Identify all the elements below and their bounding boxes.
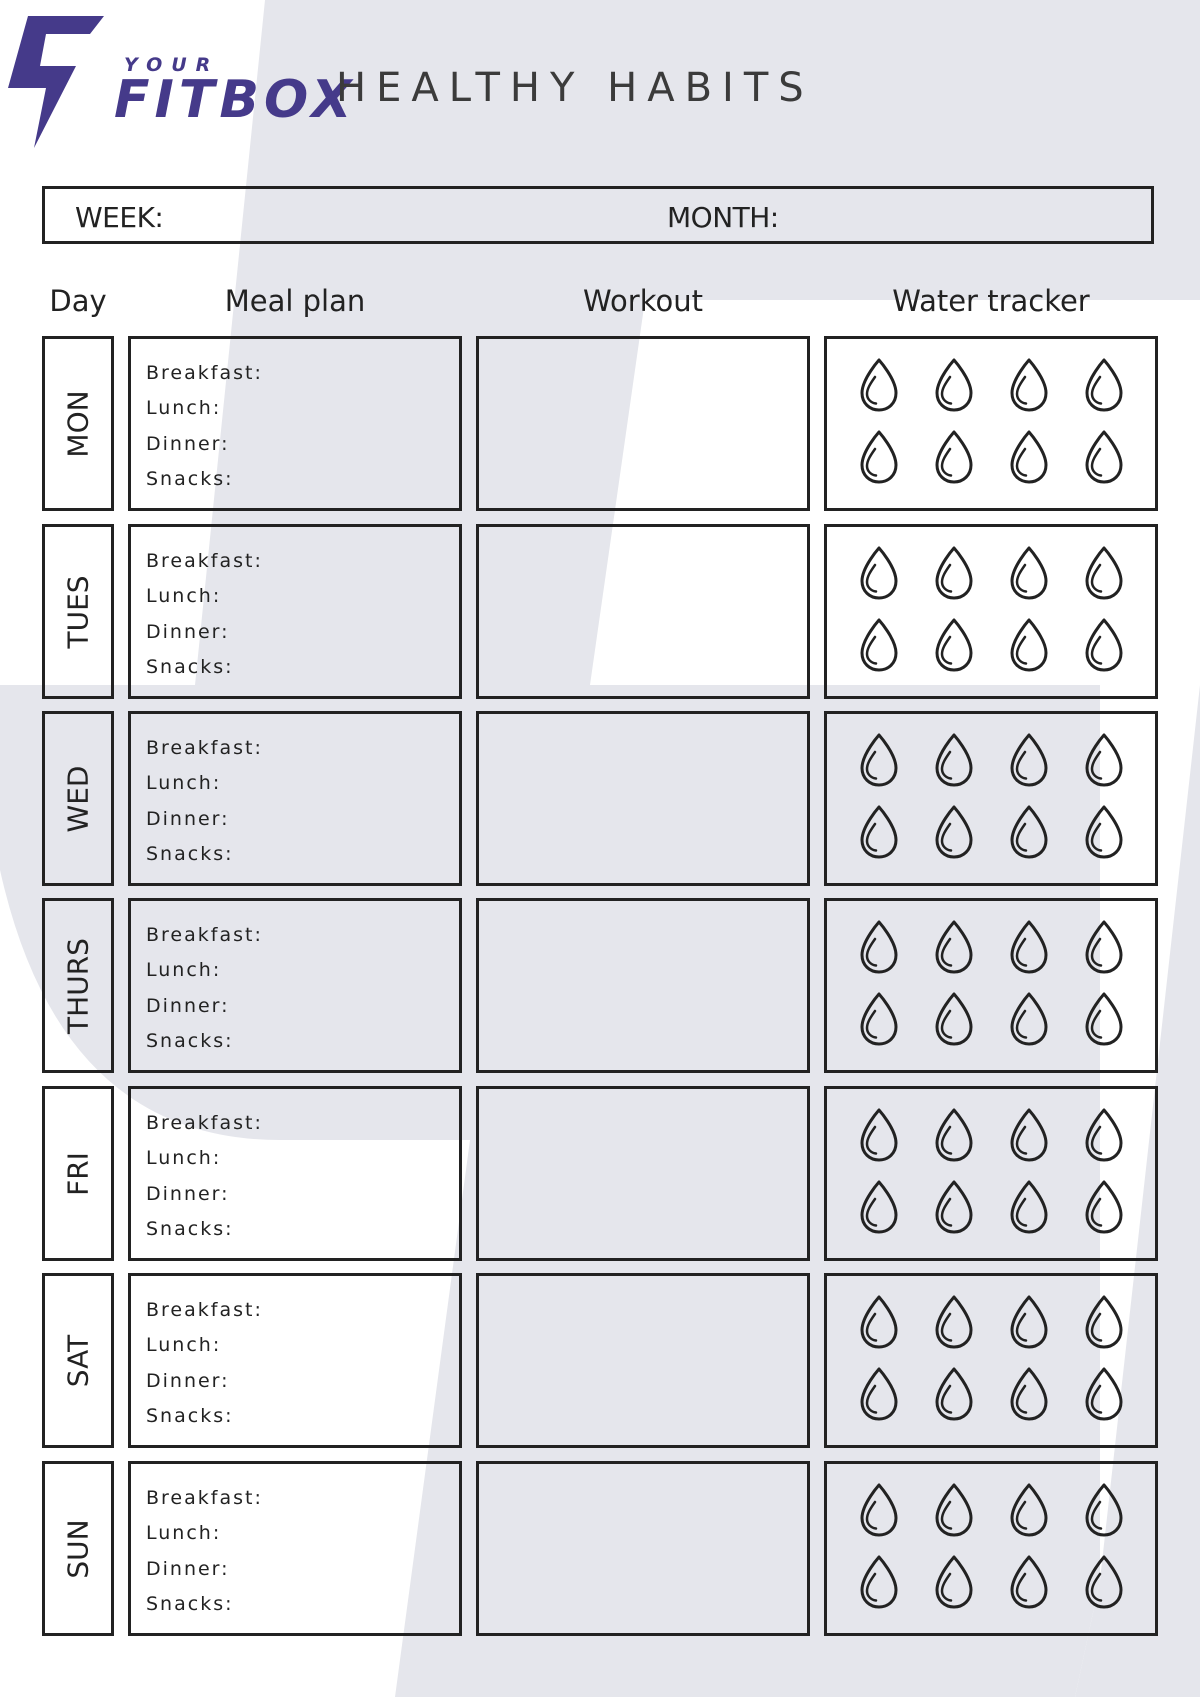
day-cell-mon [42, 336, 114, 511]
water-drop-icon[interactable] [932, 545, 976, 601]
water-drop-icon[interactable] [1082, 429, 1126, 485]
water-drop-icon[interactable] [857, 804, 901, 860]
snacks-label: Snacks: [146, 843, 234, 865]
workout-cell-thurs[interactable] [476, 898, 810, 1073]
meal-plan-cell-thurs[interactable] [128, 898, 462, 1073]
page-title: HEALTHY HABITS [336, 65, 814, 111]
water-drop-icon[interactable] [857, 357, 901, 413]
water-drop-icon[interactable] [1082, 1554, 1126, 1610]
water-tracker-cell-sat [824, 1273, 1158, 1448]
water-drop-icon[interactable] [1007, 429, 1051, 485]
water-drop-icon[interactable] [1082, 1179, 1126, 1235]
water-drop-icon[interactable] [1007, 732, 1051, 788]
breakfast-label: Breakfast: [146, 362, 263, 384]
dinner-label: Dinner: [146, 1558, 230, 1580]
workout-cell-tues[interactable] [476, 524, 810, 699]
workout-cell-fri[interactable] [476, 1086, 810, 1261]
lunch-label: Lunch: [146, 1334, 222, 1356]
water-tracker-cell-sun [824, 1461, 1158, 1636]
water-drop-icon[interactable] [932, 1294, 976, 1350]
meal-plan-cell-fri[interactable] [128, 1086, 462, 1261]
dinner-label: Dinner: [146, 1370, 230, 1392]
water-drop-icon[interactable] [857, 991, 901, 1047]
lunch-label: Lunch: [146, 772, 222, 794]
workout-cell-sun[interactable] [476, 1461, 810, 1636]
lunch-label: Lunch: [146, 1522, 222, 1544]
water-drop-icon[interactable] [932, 617, 976, 673]
day-label: THURS [61, 937, 95, 1034]
water-drop-icon[interactable] [1007, 1554, 1051, 1610]
water-drop-icon[interactable] [857, 1179, 901, 1235]
breakfast-label: Breakfast: [146, 1487, 263, 1509]
water-drop-icon[interactable] [1082, 1294, 1126, 1350]
lunch-label: Lunch: [146, 397, 222, 419]
snacks-label: Snacks: [146, 1405, 234, 1427]
day-cell-thurs [42, 898, 114, 1073]
water-drop-icon[interactable] [1082, 1366, 1126, 1422]
column-header-water-tracker: Water tracker [892, 284, 1090, 318]
workout-cell-wed[interactable] [476, 711, 810, 886]
water-tracker-cell-tues [824, 524, 1158, 699]
water-drop-icon[interactable] [932, 1366, 976, 1422]
water-drop-icon[interactable] [932, 1179, 976, 1235]
dinner-label: Dinner: [146, 1183, 230, 1205]
breakfast-label: Breakfast: [146, 737, 263, 759]
day-label: FRI [61, 1151, 95, 1196]
day-cell-sun [42, 1461, 114, 1636]
water-drop-icon[interactable] [1007, 1294, 1051, 1350]
water-drop-icon[interactable] [1082, 545, 1126, 601]
water-drop-icon[interactable] [1007, 617, 1051, 673]
breakfast-label: Breakfast: [146, 550, 263, 572]
water-drop-icon[interactable] [1007, 1482, 1051, 1538]
water-tracker-cell-wed [824, 711, 1158, 886]
water-drop-icon[interactable] [932, 919, 976, 975]
meal-plan-cell-tues[interactable] [128, 524, 462, 699]
day-label: SUN [61, 1518, 95, 1579]
lunch-label: Lunch: [146, 1147, 222, 1169]
water-drop-icon[interactable] [1082, 1107, 1126, 1163]
water-drop-icon[interactable] [857, 919, 901, 975]
water-drop-icon[interactable] [857, 545, 901, 601]
water-drop-icon[interactable] [932, 357, 976, 413]
meal-plan-cell-sat[interactable] [128, 1273, 462, 1448]
water-tracker-cell-thurs [824, 898, 1158, 1073]
month-field-label[interactable]: MONTH: [667, 201, 779, 234]
week-field-label[interactable]: WEEK: [75, 201, 164, 234]
water-drop-icon[interactable] [1082, 617, 1126, 673]
water-drop-icon[interactable] [932, 804, 976, 860]
snacks-label: Snacks: [146, 1218, 234, 1240]
water-drop-icon[interactable] [932, 991, 976, 1047]
day-label: TUES [61, 574, 95, 649]
water-drop-icon[interactable] [857, 617, 901, 673]
water-drop-icon[interactable] [932, 1107, 976, 1163]
lunch-label: Lunch: [146, 959, 222, 981]
column-header-workout: Workout [583, 284, 703, 318]
column-header-meal-plan: Meal plan [224, 284, 366, 318]
day-cell-sat [42, 1273, 114, 1448]
breakfast-label: Breakfast: [146, 1299, 263, 1321]
water-drop-icon[interactable] [857, 1294, 901, 1350]
water-drop-icon[interactable] [1082, 357, 1126, 413]
water-drop-icon[interactable] [932, 429, 976, 485]
dinner-label: Dinner: [146, 433, 230, 455]
water-drop-icon[interactable] [932, 1482, 976, 1538]
day-cell-wed [42, 711, 114, 886]
dinner-label: Dinner: [146, 808, 230, 830]
meal-plan-cell-mon[interactable] [128, 336, 462, 511]
breakfast-label: Breakfast: [146, 924, 263, 946]
water-drop-icon[interactable] [857, 1554, 901, 1610]
logo-your-text: YOUR [124, 54, 220, 76]
day-label: WED [61, 765, 95, 832]
snacks-label: Snacks: [146, 468, 234, 490]
water-drop-icon[interactable] [1007, 919, 1051, 975]
day-cell-fri [42, 1086, 114, 1261]
snacks-label: Snacks: [146, 1593, 234, 1615]
lunch-label: Lunch: [146, 585, 222, 607]
water-drop-icon[interactable] [1007, 1107, 1051, 1163]
water-tracker-cell-fri [824, 1086, 1158, 1261]
water-drop-icon[interactable] [1007, 804, 1051, 860]
water-drop-icon[interactable] [1082, 991, 1126, 1047]
week-month-bar [42, 186, 1154, 244]
day-cell-tues [42, 524, 114, 699]
water-tracker-cell-mon [824, 336, 1158, 511]
snacks-label: Snacks: [146, 1030, 234, 1052]
column-header-day: Day [49, 284, 107, 318]
day-label: MON [61, 389, 95, 458]
water-drop-icon[interactable] [857, 429, 901, 485]
water-drop-icon[interactable] [857, 1482, 901, 1538]
water-drop-icon[interactable] [932, 732, 976, 788]
workout-cell-sat[interactable] [476, 1273, 810, 1448]
water-drop-icon[interactable] [1007, 357, 1051, 413]
water-drop-icon[interactable] [857, 1107, 901, 1163]
water-drop-icon[interactable] [1082, 919, 1126, 975]
breakfast-label: Breakfast: [146, 1112, 263, 1134]
water-drop-icon[interactable] [1082, 804, 1126, 860]
snacks-label: Snacks: [146, 656, 234, 678]
dinner-label: Dinner: [146, 621, 230, 643]
water-drop-icon[interactable] [1007, 1179, 1051, 1235]
dinner-label: Dinner: [146, 995, 230, 1017]
meal-plan-cell-wed[interactable] [128, 711, 462, 886]
water-drop-icon[interactable] [1082, 1482, 1126, 1538]
water-drop-icon[interactable] [857, 732, 901, 788]
workout-cell-mon[interactable] [476, 336, 810, 511]
meal-plan-cell-sun[interactable] [128, 1461, 462, 1636]
water-drop-icon[interactable] [932, 1554, 976, 1610]
water-drop-icon[interactable] [1007, 1366, 1051, 1422]
logo-fitbox-text: FITBOX [114, 70, 357, 130]
fitbox-logo [6, 14, 357, 154]
bolt-logo-icon [6, 14, 116, 154]
day-label: SAT [61, 1334, 95, 1387]
water-drop-icon[interactable] [857, 1366, 901, 1422]
water-drop-icon[interactable] [1007, 545, 1051, 601]
water-drop-icon[interactable] [1007, 991, 1051, 1047]
water-drop-icon[interactable] [1082, 732, 1126, 788]
